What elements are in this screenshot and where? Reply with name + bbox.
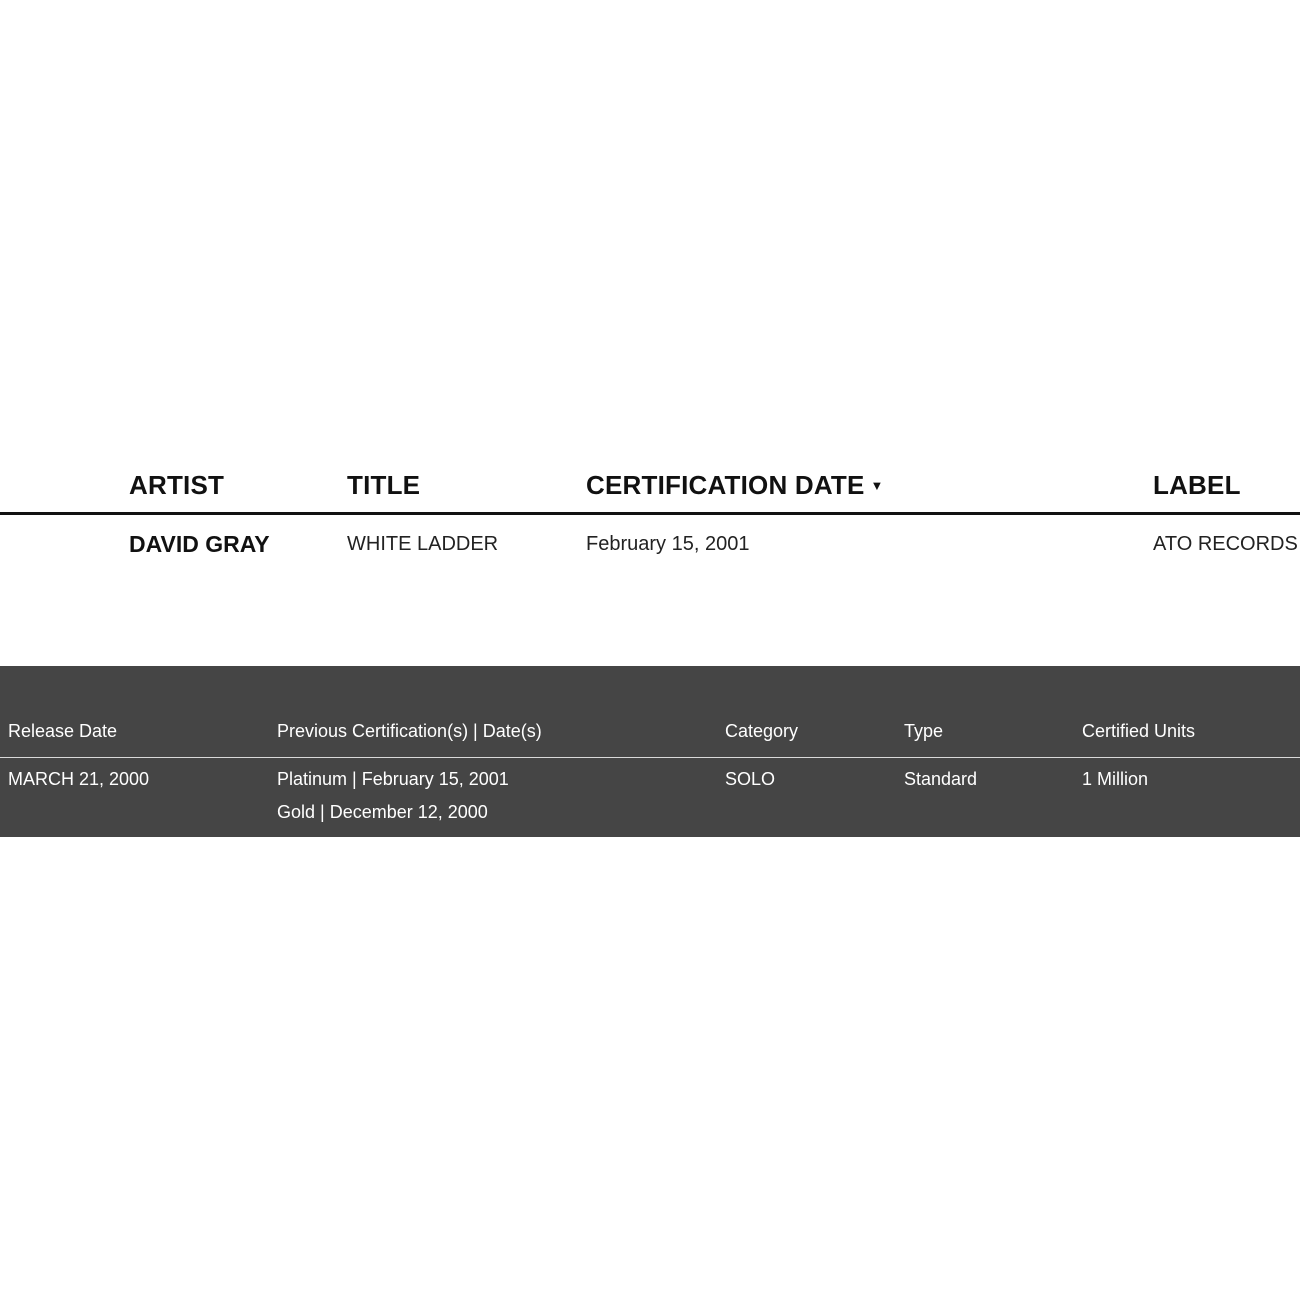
details-panel — [0, 666, 1300, 837]
details-header-type: Type — [904, 721, 944, 741]
cell-certification-date: February 15, 2001 — [586, 533, 750, 555]
cell-artist: DAVID GRAY — [129, 531, 270, 557]
details-release-date: MARCH 21, 2000 — [8, 769, 150, 789]
details-header-category: Category — [725, 721, 799, 741]
details-header-release-date: Release Date — [8, 721, 118, 741]
cell-label: ATO RECORDS — [1153, 533, 1298, 555]
header-certification-date-label: CERTIFICATION DATE — [586, 470, 865, 500]
sort-descending-icon[interactable]: ▼ — [870, 477, 884, 493]
header-label[interactable]: LABEL — [1153, 470, 1241, 500]
details-header-certified-units: Certified Units — [1082, 721, 1196, 741]
header-artist[interactable]: ARTIST — [129, 470, 225, 500]
details-header-previous-certifications: Previous Certification(s) | Date(s) — [277, 721, 542, 741]
table-row[interactable] — [0, 515, 1300, 573]
details-certified-units: 1 Million — [1082, 769, 1149, 789]
cell-title: WHITE LADDER — [347, 533, 499, 555]
details-type: Standard — [904, 769, 978, 789]
details-previous-certification: Platinum | February 15, 2001 — [277, 769, 509, 789]
header-certification-date[interactable] — [586, 470, 884, 501]
certification-table — [0, 462, 1300, 573]
table-header-row — [0, 462, 1300, 515]
details-header-row — [0, 666, 1300, 758]
details-previous-certification: Gold | December 12, 2000 — [277, 802, 488, 822]
header-title[interactable]: TITLE — [347, 470, 421, 500]
details-category: SOLO — [725, 769, 776, 789]
